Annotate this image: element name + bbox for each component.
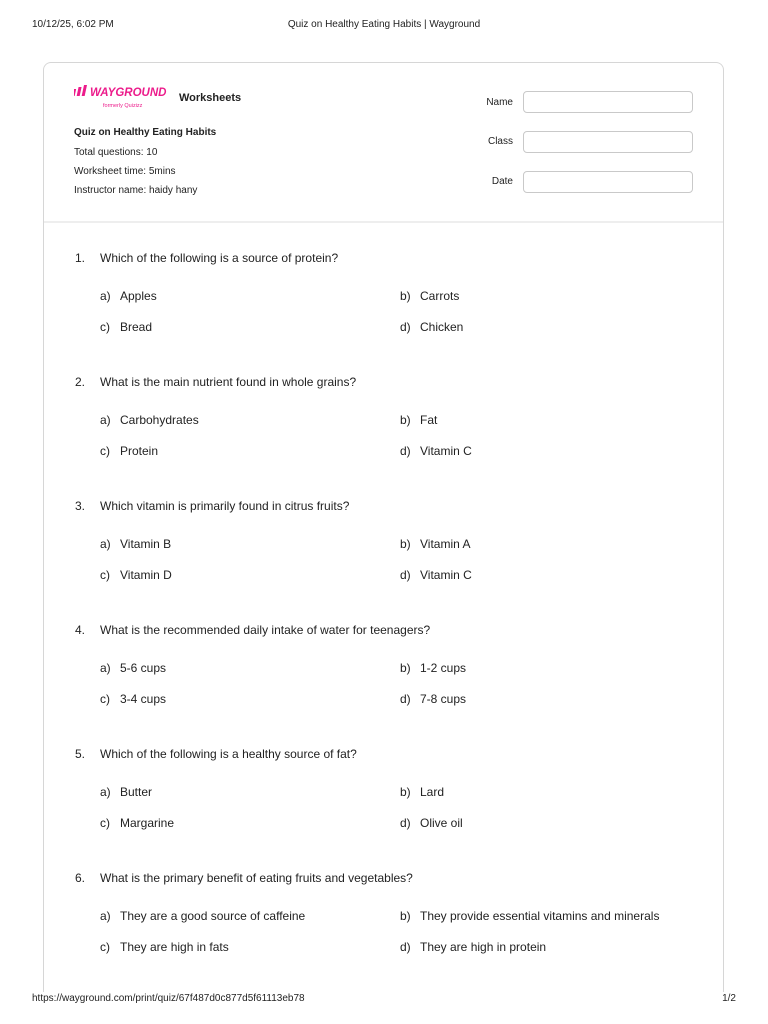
option-a [100,661,166,675]
question-number: 6. [75,871,86,885]
logo-wordmark: WAYGROUND [90,87,167,99]
question-text: Which vitamin is primarily found in citrus fruits? [100,499,350,513]
question-6 [44,871,724,981]
option-b [400,537,470,551]
question-text: Which of the following is a healthy source of fat? [100,747,357,761]
option-a [100,909,305,923]
name-label: Name [486,97,513,108]
option-text: Chicken [420,320,464,334]
print-page-title: Quiz on Healthy Eating Habits | Wayground [287,19,481,30]
option-c [100,816,174,830]
option-text: 7-8 cups [420,692,467,706]
option-letter: a) [100,909,111,923]
question-3 [44,499,724,609]
option-text: 3-4 cups [120,692,167,706]
option-text: Vitamin A [420,537,471,551]
question-5 [44,747,724,857]
question-1 [44,251,724,361]
option-b [400,661,466,675]
option-letter: a) [100,785,111,799]
worksheet-header [44,63,723,223]
print-header [32,19,736,33]
question-text: What is the recommended daily intake of water for teenagers? [100,623,431,637]
option-letter: b) [400,413,411,427]
option-letter: c) [100,940,110,954]
date-label: Date [491,176,513,187]
option-text: Vitamin C [420,444,472,458]
option-letter: d) [400,568,411,582]
total-questions: Total questions: 10 [74,147,158,158]
option-letter: d) [400,692,411,706]
option-text: Vitamin C [420,568,472,582]
logo-subtext: formerly Quizizz [103,103,143,109]
option-c [100,444,158,458]
option-d [400,940,546,954]
option-text: They provide essential vitamins and minerals [420,909,660,923]
question-number: 1. [75,251,86,265]
option-b [400,909,659,923]
option-text: Butter [120,785,153,799]
option-letter: c) [100,444,110,458]
section-label: Worksheets [179,92,242,104]
option-c [100,692,166,706]
option-b [400,785,444,799]
option-a [100,537,171,551]
option-text: Carbohydrates [120,413,199,427]
option-text: Vitamin B [120,537,172,551]
question-number: 3. [75,499,86,513]
question-text: Which of the following is a source of protein? [100,251,339,265]
option-text: 5-6 cups [120,661,167,675]
question-4 [44,623,724,733]
print-datetime: 10/12/25, 6:02 PM [32,19,114,30]
question-2 [44,375,724,485]
option-letter: d) [400,444,411,458]
option-letter: d) [400,940,411,954]
option-letter: b) [400,909,411,923]
date-field[interactable] [523,171,693,193]
option-d [400,444,472,458]
option-letter: a) [100,661,111,675]
option-text: Vitamin D [120,568,172,582]
option-text: They are high in protein [420,940,547,954]
option-letter: b) [400,537,411,551]
print-url: https://wayground.com/print/quiz/67f487d0c877d5f61113eb78 [32,993,305,1004]
class-label: Class [487,136,513,147]
wayground-logo [74,85,174,111]
option-text: Fat [420,413,438,427]
worksheet [43,62,724,992]
instructor-name: Instructor name: haidy hany [74,185,198,196]
question-number: 4. [75,623,86,637]
option-text: 1-2 cups [420,661,467,675]
option-text: Carrots [420,289,460,303]
class-field[interactable] [523,131,693,153]
question-number: 2. [75,375,86,389]
option-text: Lard [420,785,445,799]
option-text: They are high in fats [120,940,229,954]
option-letter: a) [100,289,111,303]
option-c [100,940,229,954]
option-b [400,413,437,427]
option-letter: b) [400,661,411,675]
option-text: Apples [120,289,157,303]
option-letter: d) [400,320,411,334]
option-letter: c) [100,816,110,830]
option-letter: d) [400,816,411,830]
quiz-title: Quiz on Healthy Eating Habits [74,127,217,138]
option-letter: c) [100,692,110,706]
question-text: What is the primary benefit of eating fruits and vegetables? [100,871,413,885]
option-d [400,568,472,582]
option-text: Bread [120,320,153,334]
option-d [400,320,463,334]
option-d [400,816,463,830]
option-letter: a) [100,537,111,551]
option-text: Olive oil [420,816,463,830]
option-text: Margarine [120,816,175,830]
option-a [100,413,199,427]
print-footer [32,993,736,1007]
option-b [400,289,459,303]
option-a [100,289,157,303]
option-letter: c) [100,568,110,582]
option-letter: b) [400,785,411,799]
option-text: They are a good source of caffeine [120,909,306,923]
option-c [100,320,152,334]
option-d [400,692,466,706]
question-text: What is the main nutrient found in whole grains? [100,375,357,389]
option-letter: c) [100,320,110,334]
page-number: 1/2 [722,993,736,1004]
option-c [100,568,172,582]
name-field[interactable] [523,91,693,113]
option-letter: b) [400,289,411,303]
question-number: 5. [75,747,86,761]
option-text: Protein [120,444,159,458]
worksheet-time: Worksheet time: 5mins [74,166,176,177]
option-letter: a) [100,413,111,427]
option-a [100,785,152,799]
